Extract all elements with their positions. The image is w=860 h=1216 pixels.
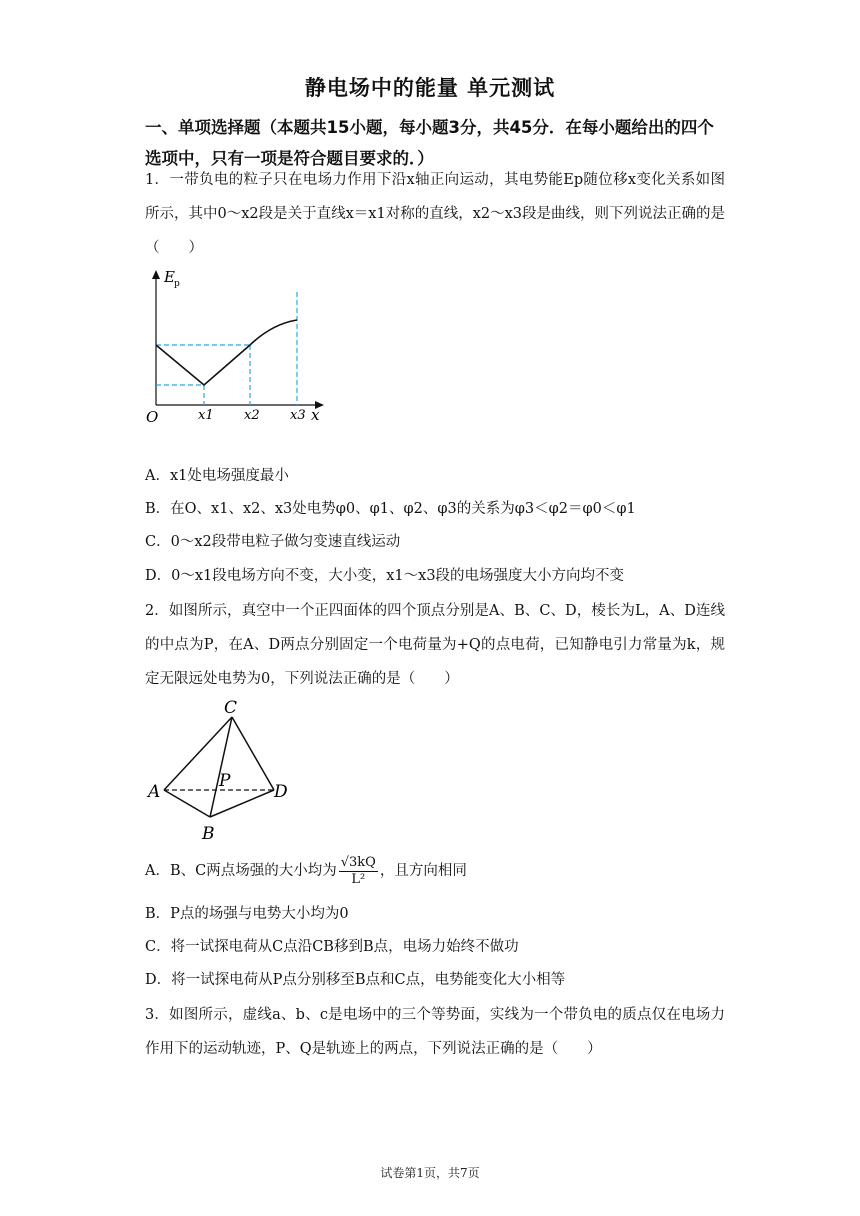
vertex-b-label: B xyxy=(202,824,215,844)
q2-option-a-text: A．B、C两点场强的大小均为 xyxy=(145,863,337,879)
question-2 xyxy=(145,594,725,696)
question-text: 如图所示，虚线a、b、c是电场中的三个等势面，实线为一个带负电的质点仅在电场力作用下的运动轨迹，P、Q是轨迹上的两点，下列说法正确的是（ ） xyxy=(145,1007,725,1057)
vertex-c-label: C xyxy=(224,698,238,718)
q2-option-c: C．将一试探电荷从C点沿CB移到B点，电场力始终不做功 xyxy=(145,939,519,955)
q2-option-b: B．P点的场强与电势大小均为0 xyxy=(145,906,349,922)
y-axis-label: E xyxy=(164,268,175,286)
q2-option-d: D．将一试探电荷从P点分别移至B点和C点，电势能变化大小相等 xyxy=(145,972,566,988)
q1-option-b: B．在O、x1、x2、x3处电势φ0、φ1、φ2、φ3的关系为φ3＜φ2＝φ0＜φ1 xyxy=(145,501,636,517)
q1-option-c: C．0～x2段带电粒子做匀变速直线运动 xyxy=(145,534,401,550)
tick-x2: x2 xyxy=(244,408,260,423)
tick-x3: x3 xyxy=(290,408,306,423)
fraction xyxy=(339,855,378,888)
y-axis-sub: p xyxy=(174,279,180,289)
q2-option-a xyxy=(145,854,745,888)
vertex-d-label: D xyxy=(274,782,288,802)
question-number: 3． xyxy=(145,1007,170,1023)
tick-x1: x1 xyxy=(198,408,214,423)
vertex-a-label: A xyxy=(148,782,161,802)
question-text: 一带负电的粒子只在电场力作用下沿x轴正向运动，其电势能Ep随位移x变化关系如图所示，其中0～x2段是关于直线x＝x1对称的直线，x2～x3段是曲线，则下列说法正确的是（ ） xyxy=(145,172,726,256)
question-text: 如图所示，真空中一个正四面体的四个顶点分别是A、B、C、D，棱长为L，A、D连线的中点为P，在A、D两点分别固定一个电荷量为+Q的点电荷，已知静电引力常量为k，规定无限远处电势为0，下列说法正确的是（ ） xyxy=(145,603,725,687)
page-footer: 试卷第1页，共7页 xyxy=(380,1166,480,1180)
origin-label: O xyxy=(146,408,159,426)
fraction-denominator: L² xyxy=(351,871,366,887)
q1-option-d: D．0～x1段电场方向不变，大小变，x1～x3段的电场强度大小方向均不变 xyxy=(145,568,625,584)
midpoint-p-label: P xyxy=(219,771,231,791)
q2-option-a-tail: ，且方向相同 xyxy=(379,863,467,879)
section-heading: 一、单项选择题（本题共15小题，每小题3分，共45分．在每小题给出的四个选项中，只有一项是符合题目要求的．） xyxy=(145,118,714,168)
x-axis-label: x xyxy=(311,406,320,424)
question-number: 2． xyxy=(145,603,169,619)
ep-x-graph xyxy=(140,268,340,428)
tetrahedron-figure xyxy=(140,693,300,847)
question-number: 1． xyxy=(145,172,170,188)
question-1 xyxy=(145,163,725,265)
question-3 xyxy=(145,998,725,1066)
fraction-numerator: √3kQ xyxy=(340,854,376,870)
page-title: 静电场中的能量 单元测试 xyxy=(304,76,556,100)
q1-option-a: A．x1处电场强度最小 xyxy=(145,468,289,484)
